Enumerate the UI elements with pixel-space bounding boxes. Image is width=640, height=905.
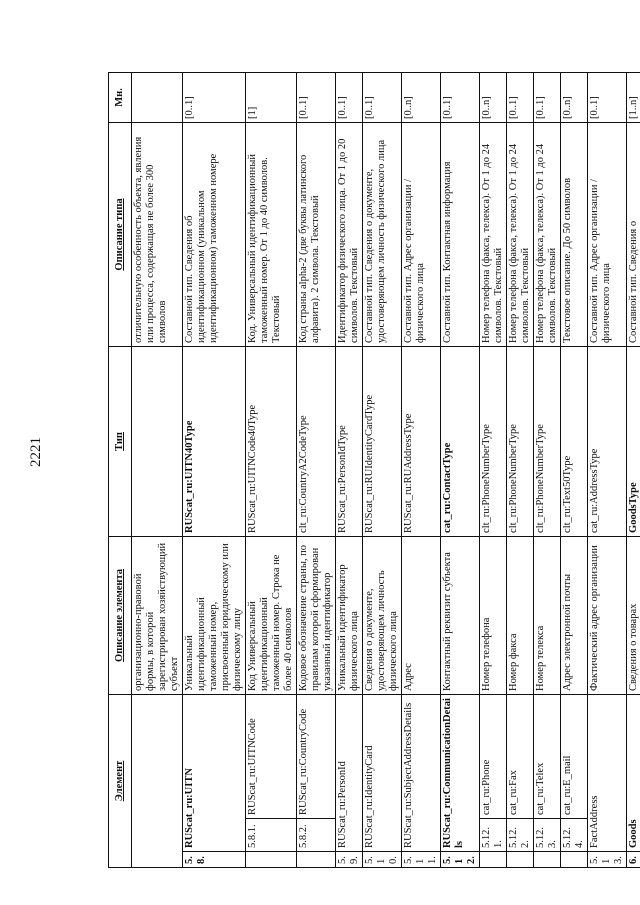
cell-element: Goods <box>627 694 640 851</box>
cell-element: RUScat_ru:IdentityCard <box>363 694 402 851</box>
table-row <box>441 72 480 867</box>
cell-multiplicity: [0..n] <box>561 72 588 122</box>
cell-element: RUScat_ru:PersonId <box>336 694 363 851</box>
cell-number <box>480 852 507 868</box>
cell-subnumber: 5.12.3. <box>534 819 561 852</box>
table-row <box>627 72 640 867</box>
header-description: Описание элемента <box>109 536 132 694</box>
table-row <box>183 72 246 867</box>
cell-description: Адрес электронной почты <box>561 536 588 694</box>
cell-type: RUScat_ru:PersonIdType <box>336 346 363 536</box>
cell-description: организационно-правовой формы, в которой зарегистрирован хозяйствующий субъект <box>132 536 183 694</box>
cell-type: clt_ru:PhoneNumberType <box>507 346 534 536</box>
cell-type: clt_ru:PhoneNumberType <box>534 346 561 536</box>
cell-description: Номер телекса <box>534 536 561 694</box>
cell-multiplicity: [0..1] <box>588 72 627 122</box>
cell-multiplicity: [0..1] <box>297 72 336 122</box>
element-description-table <box>108 72 640 868</box>
cell-subnumber: 5.12.2. <box>507 819 534 852</box>
cell-type-description: Составной тип. Сведения о документе, удостоверяющем личность физического лица <box>363 122 402 346</box>
cell-type: clt_ru:Text50Type <box>561 346 588 536</box>
cell-type-description: Идентификатор физического лица. От 1 до 20 символов. Текстовый <box>336 122 363 346</box>
cell-description: Уникальный идентификационный таможенный номер, присвоенный юридическому или физическому лицу <box>183 536 246 694</box>
cell-element: cat_ru:E_mail <box>561 694 588 818</box>
cell-element: RUScat_ru:UITN <box>183 694 246 851</box>
cell-type-description: Составной тип. Адрес организации / физического лица <box>402 122 441 346</box>
table-row <box>402 72 441 867</box>
cell-number: 5.13. <box>588 852 627 868</box>
cell-description: Код Универсальный идентификационный таможенный номер. Строка не более 40 символов <box>246 536 297 694</box>
cell-description: Кодовое обозначение страны, по правилам которой сформирован указанный идентификатор <box>297 536 336 694</box>
cell-number: 5.10. <box>363 852 402 868</box>
cell-multiplicity: [0..1] <box>534 72 561 122</box>
table-row <box>297 72 336 867</box>
table-row <box>246 72 297 867</box>
cell-number: 5.9. <box>336 852 363 868</box>
cell-subnumber: 5.8.2. <box>297 819 336 852</box>
cell-element: cat_ru:Fax <box>507 694 534 818</box>
cell-type-description: Составной тип. Контактная информация <box>441 122 480 346</box>
cell-type <box>132 346 183 536</box>
cell-element: cat_ru:Phone <box>480 694 507 818</box>
cell-type-description: Составной тип. Адрес организации / физического лица <box>588 122 627 346</box>
table-row <box>336 72 363 867</box>
cell-element: RUScat_ru:CountryCode <box>297 694 336 818</box>
header-multiplicity: Мн. <box>109 72 132 122</box>
page-number: 2221 <box>28 437 44 467</box>
header-type-description: Описание типа <box>109 122 132 346</box>
cell-number <box>507 852 534 868</box>
table-row <box>588 72 627 867</box>
cell-type: GoodsType <box>627 346 640 536</box>
cell-number <box>297 852 336 868</box>
cell-type: RUScat_ru:RUIdentityCardType <box>363 346 402 536</box>
cell-multiplicity: [1] <box>246 72 297 122</box>
cell-number <box>561 852 588 868</box>
cell-description: Уникальный идентификатор физического лица <box>336 536 363 694</box>
cell-element: RUScat_ru:UITNCode <box>246 694 297 818</box>
cell-type-description: Код страны alpha-2 (две буквы латинского алфавита). 2 символа. Текстовый <box>297 122 336 346</box>
cell-multiplicity: [0..n] <box>480 72 507 122</box>
cell-subnumber: 5.8.1. <box>246 819 297 852</box>
cell-multiplicity: [0..1] <box>507 72 534 122</box>
table-header-row <box>109 72 132 867</box>
cell-type: cat_ru:AddressType <box>588 346 627 536</box>
cell-subnumber: 5.12.4. <box>561 819 588 852</box>
cell-number <box>246 852 297 868</box>
cell-type-description: Номер телефона (факса, телекса). От 1 до 24 символов. Текстовый <box>480 122 507 346</box>
table-row <box>507 72 534 867</box>
table-row <box>132 72 183 867</box>
cell-type-description: Составной тип. Сведения об идентификационном (уникальном идентификационном) таможенном номере <box>183 122 246 346</box>
cell-multiplicity: [0..1] <box>441 72 480 122</box>
cell-multiplicity: [0..1] <box>336 72 363 122</box>
cell-multiplicity: [0..n] <box>402 72 441 122</box>
cell-number: 5.11. <box>402 852 441 868</box>
cell-type: RUScat_ru:RUAddressType <box>402 346 441 536</box>
cell-multiplicity: [0..1] <box>183 72 246 122</box>
cell-type-description: Текстовое описание. До 50 символов <box>561 122 588 346</box>
cell-type-description: отличительную особенность объекта, явления или процесса, содержащая не более 300 символов <box>132 122 183 346</box>
cell-type: clt_ru:CountryA2CodeType <box>297 346 336 536</box>
table-row <box>534 72 561 867</box>
cell-multiplicity <box>132 72 183 122</box>
cell-type-description: Составной тип. Сведения о <box>627 122 640 346</box>
cell-type: RUScat_ru:UITN40Type <box>183 346 246 536</box>
header-element: Элемент <box>109 694 132 867</box>
cell-type: clt_ru:PhoneNumberType <box>480 346 507 536</box>
cell-type: RUScat_ru:UITNCode40Type <box>246 346 297 536</box>
cell-multiplicity: [0..1] <box>363 72 402 122</box>
cell-description: Номер телефона <box>480 536 507 694</box>
cell-description: Сведения о документе, удостоверяющем личность физического лица <box>363 536 402 694</box>
cell-description: Фактический адрес организации <box>588 536 627 694</box>
cell-description: Адрес <box>402 536 441 694</box>
cell-element: cat_ru:Telex <box>534 694 561 818</box>
table-row <box>561 72 588 867</box>
table-row <box>363 72 402 867</box>
cell-description: Контактный реквизит субъекта <box>441 536 480 694</box>
header-type: Тип <box>109 346 132 536</box>
cell-element <box>132 694 183 867</box>
cell-type-description: Код. Универсальный идентификационный таможенный номер. От 1 до 40 символов. Текстовый <box>246 122 297 346</box>
cell-type-description: Номер телефона (факса, телекса). От 1 до 24 символов. Текстовый <box>534 122 561 346</box>
cell-element: RUScat_ru:CommunicationDetails <box>441 694 480 851</box>
cell-type-description: Номер телефона (факса, телекса). От 1 до 24 символов. Текстовый <box>507 122 534 346</box>
cell-element: RUScat_ru:SubjectAddressDetails <box>402 694 441 851</box>
cell-element: FactAddress <box>588 694 627 851</box>
cell-subnumber: 5.12.1. <box>480 819 507 852</box>
cell-type: cat_ru:ContactType <box>441 346 480 536</box>
document-table-region <box>108 73 639 868</box>
cell-number: 5.8. <box>183 852 246 868</box>
cell-description: Номер факса <box>507 536 534 694</box>
cell-number: 6. <box>627 852 640 868</box>
cell-description: Сведения о товарах <box>627 536 640 694</box>
cell-number <box>534 852 561 868</box>
table-row <box>480 72 507 867</box>
cell-number: 5.12. <box>441 852 480 868</box>
cell-multiplicity: [1..n] <box>627 72 640 122</box>
